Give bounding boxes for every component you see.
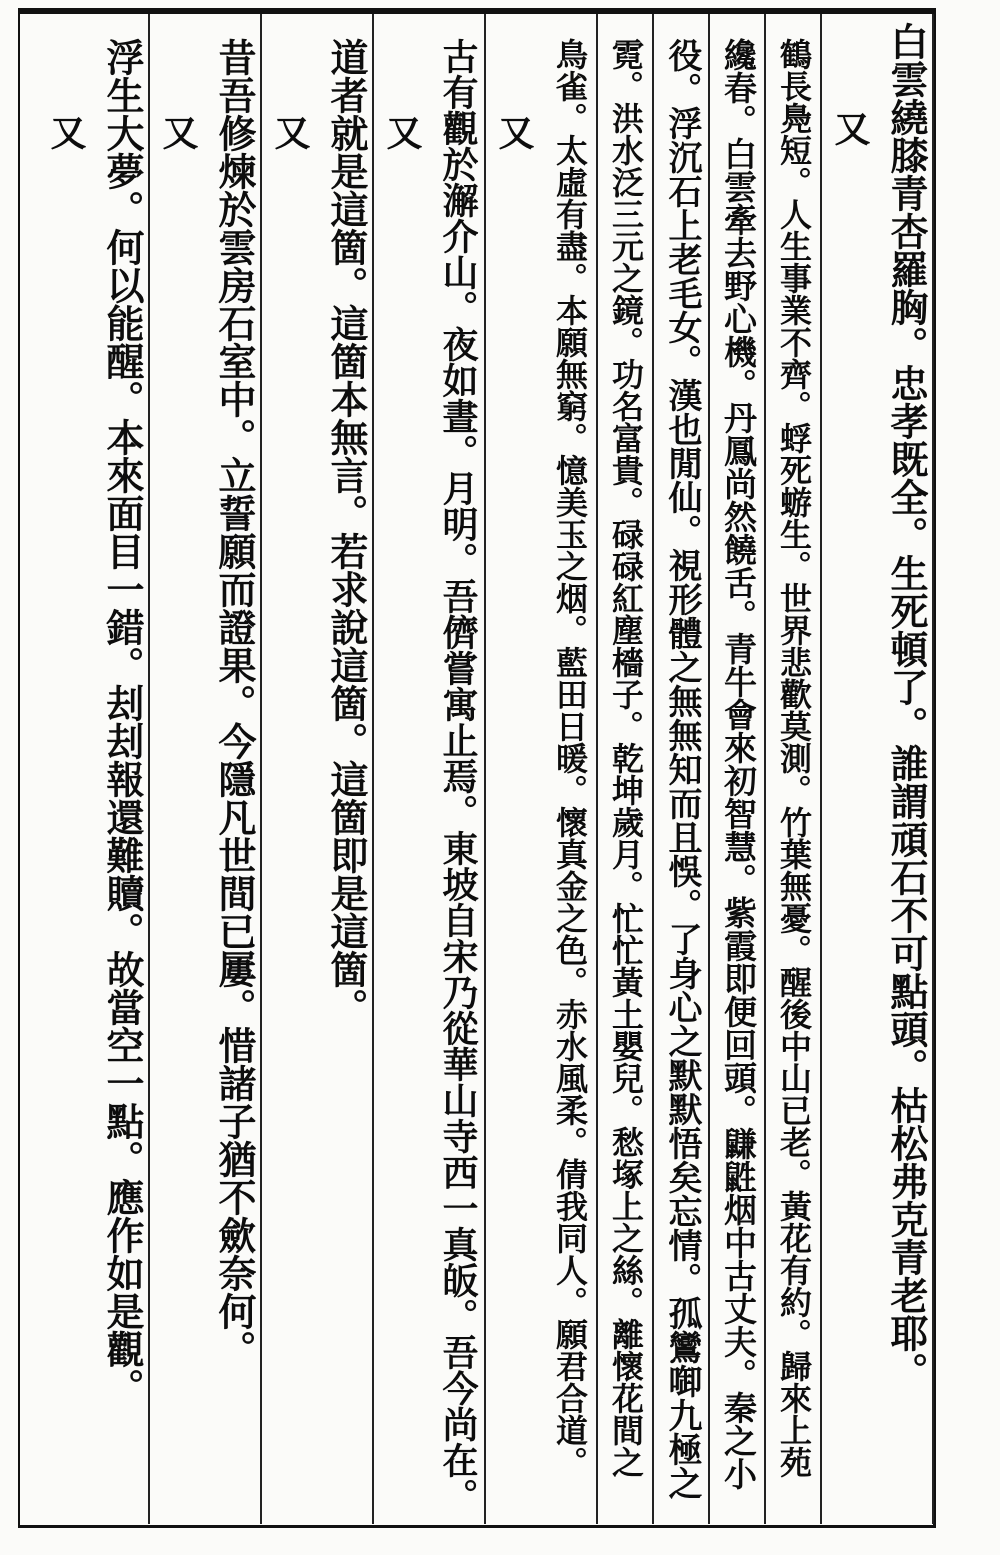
column-text: 霓。洪水泛三元之鏡。功名富貴。碌碌紅塵檣子。乾坤歲月。忙忙黃土嬰兒。愁塚上之絲。離懷花間之 xyxy=(607,38,645,1478)
text-column xyxy=(430,14,486,1524)
text-column xyxy=(654,14,710,1524)
column-text: 纔春。白雲牽去野心機。丹鳳尚然饒舌。青牛會來初智慧。紫霞即便回頭。鼸鼪烟中古丈夫。秦之小 xyxy=(719,38,758,1490)
column-text: 古有觀於澥介山。夜如晝。月明。吾儕嘗寓止焉。東坡自宋乃從華山寺西一真皈。吾今尚在。 xyxy=(437,38,479,1514)
text-column xyxy=(766,14,822,1524)
column-label-you: 又 xyxy=(381,114,423,150)
text-column xyxy=(486,14,542,1524)
text-column xyxy=(206,14,262,1524)
text-column xyxy=(318,14,374,1524)
column-text: 役。浮沉石上老毛女。漢也閒仙。視形體之無無知而且悞。了身心之默默悟矣忘情。孤鸞啣九極之 xyxy=(662,38,702,1500)
column-label-you: 又 xyxy=(269,114,311,150)
column-text: 鳥雀。太虛有盡。本願無窮。憶美玉之烟。藍田日暖。懷真金之色。赤水風柔。倩我同人。願君合道。 xyxy=(551,38,589,1478)
column-label-you: 又 xyxy=(45,114,87,150)
text-column xyxy=(374,14,430,1524)
page-margin xyxy=(936,0,1000,1555)
column-label-you: 又 xyxy=(157,114,199,150)
text-column xyxy=(878,14,934,1524)
text-column xyxy=(94,14,150,1524)
column-label-you: 又 xyxy=(493,114,535,150)
text-column xyxy=(38,14,94,1524)
text-column xyxy=(150,14,206,1524)
text-column xyxy=(542,14,598,1524)
text-column xyxy=(262,14,318,1524)
column-text: 白雲繞膝青杏羅胸。忠孝既全。生死頓了。誰謂頑石不可點頭。枯松弗克青老耶。 xyxy=(884,22,929,1390)
text-column xyxy=(598,14,654,1524)
column-text: 昔吾修煉於雲房石室中。立誓願而證果。今隱凡世間已屢。惜諸子猶不歛奈何。 xyxy=(212,38,257,1368)
column-text: 道者就是這箇。這箇本無言。若求說這箇。這箇即是這箇。 xyxy=(324,38,369,1026)
text-column xyxy=(710,14,766,1524)
column-text: 浮生大夢。何以能醒。本來面目一錯。刦刦報還難贖。故當空一點。應作如是觀。 xyxy=(100,38,145,1406)
column-text: 鶴長鳧短。人生事業不齊。蜉死蝣生。世界悲歡莫測。竹葉無憂。醒後中山已老。黃花有約。歸來上苑 xyxy=(775,38,813,1478)
text-column xyxy=(822,14,878,1524)
column-label-you: 又 xyxy=(829,110,871,146)
